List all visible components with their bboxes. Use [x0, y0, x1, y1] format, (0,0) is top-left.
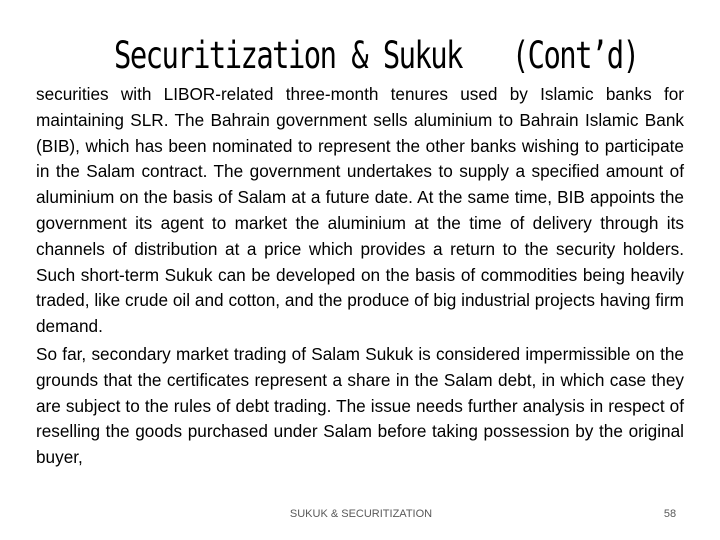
body-paragraph-2: So far, secondary market trading of Salam Sukuk is considered impermissible on the grounds that the certificates represent a share in the Salam debt, in which case they are subject to the rules of debt trading. The issue needs further analysis in respect of reselling the goods purchased under Salam before taking possession by the original buyer,	[36, 343, 684, 468]
footer-label: SUKUK & SECURITIZATION	[289, 508, 433, 520]
slide-title-main: Securitization & Sukuk	[114, 34, 462, 77]
slide-title	[114, 26, 639, 86]
slide-title-suffix: (Cont’d)	[511, 34, 639, 77]
body-paragraph-1: securities with LIBOR-related three-month tenures used by Islamic banks for maintaining SLR. The Bahrain government sells aluminium to Bahrain Islamic Bank (BIB), which has been nominated to represent the other banks wishing to participate in the Salam contract. The government undertakes to supply a specified amount of aluminium on the basis of Salam at a future date. At the same time, BIB appoints the government its agent to market the aluminium at the time of delivery through its channels of distribution at a price which provides a return to the security holders. Such short-term Sukuk can be developed on the basis of commodities being heavily traded, like crude oil and cotton, and the produce of big industrial projects having firm demand.	[36, 84, 684, 337]
slide-footer	[0, 505, 720, 525]
page-number: 58	[663, 508, 677, 520]
slide-body	[36, 82, 684, 471]
